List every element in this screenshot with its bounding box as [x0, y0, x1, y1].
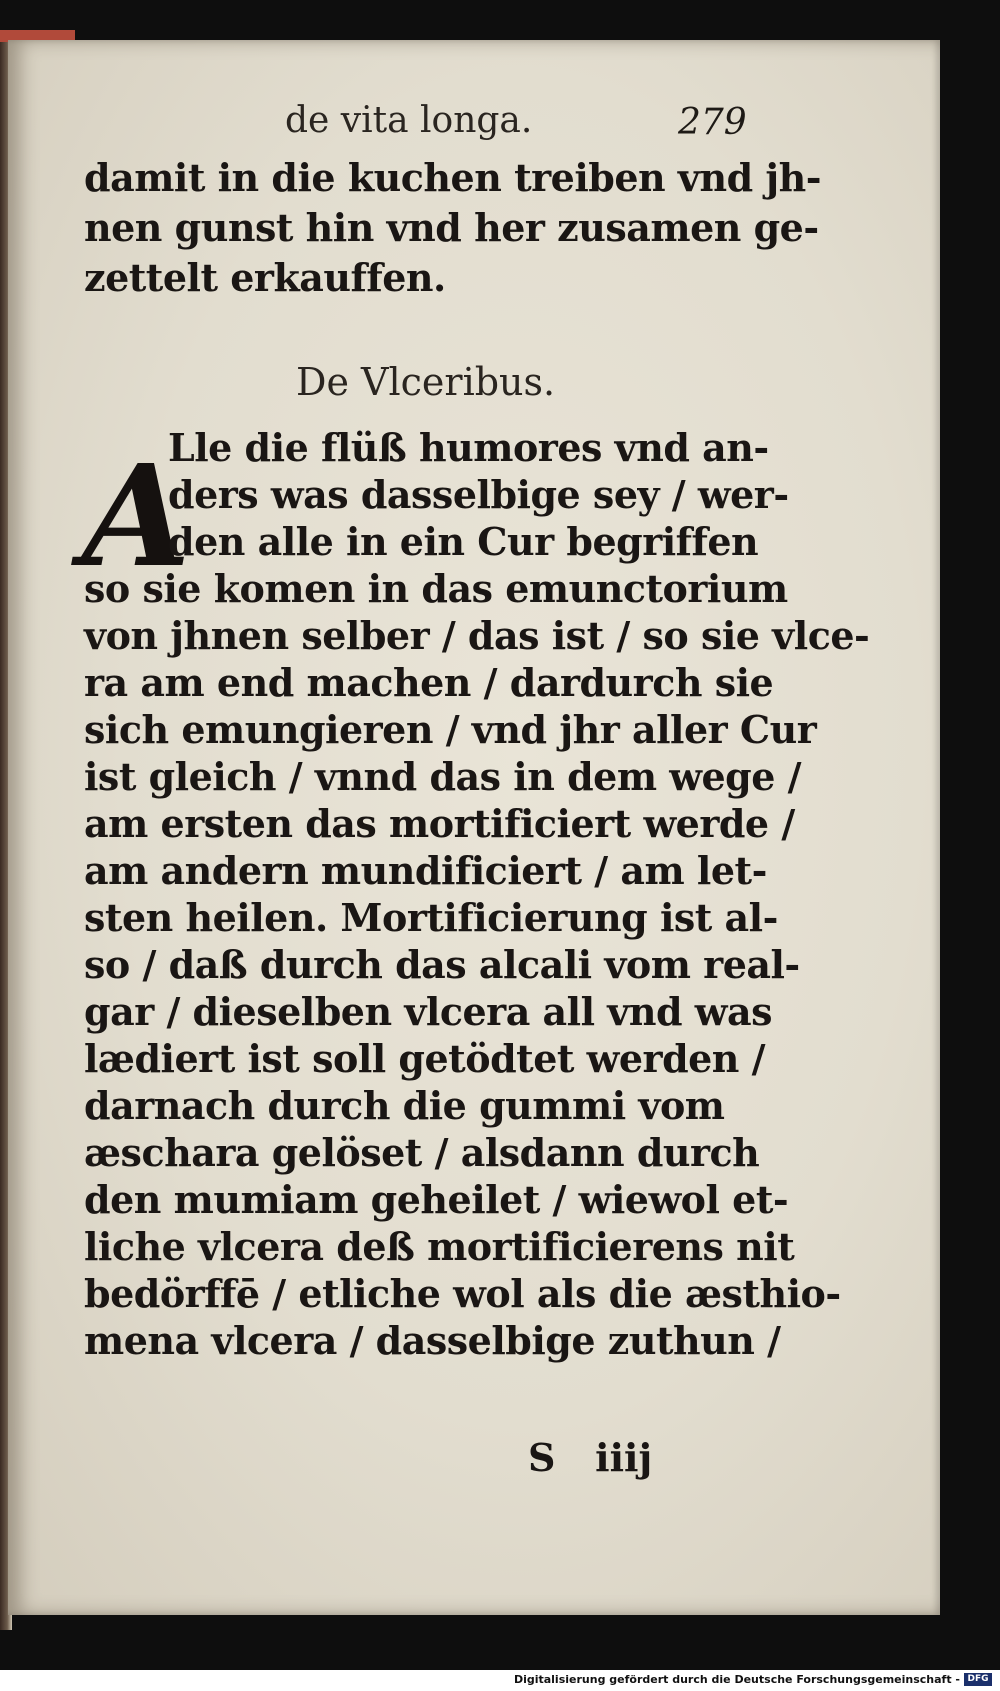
text-line: so / daß durch das alcali vom real-	[84, 942, 800, 987]
text-line: zettelt erkauffen.	[84, 255, 446, 300]
text-line: so sie komen in das emunctorium	[84, 566, 788, 611]
text-line: sich emungieren / vnd jhr aller Cur	[84, 707, 817, 752]
text-line: nen gunst hin vnd her zusamen ge-	[84, 205, 819, 250]
page-number: 279	[678, 102, 747, 143]
text-line: am ersten das mortificiert werde /	[84, 801, 795, 846]
text-line: gar / dieselben vlcera all vnd was	[84, 989, 773, 1034]
text-line: den alle in ein Cur begriffen	[168, 519, 759, 564]
text-line: mena vlcera / dasselbige zuthun /	[84, 1318, 781, 1363]
text-line: den mumiam geheilet / wiewol et-	[84, 1177, 789, 1222]
text-line: ra am end machen / dardurch sie	[84, 660, 774, 705]
text-line: bedörffē / etliche wol als die æsthio-	[84, 1271, 841, 1316]
running-header: de vita longa.	[285, 100, 533, 141]
text-line: æschara gelöset / alsdann durch	[84, 1130, 760, 1175]
text-line: ist gleich / vnnd das in dem wege /	[84, 754, 802, 799]
signature-mark: S iiij	[528, 1435, 653, 1480]
footer-credit: Digitalisierung gefördert durch die Deutsche Forschungsgemeinschaft -	[513, 1673, 960, 1686]
dfg-logo: DFG	[964, 1673, 992, 1686]
text-line: sten heilen. Mortificierung ist al-	[84, 895, 778, 940]
text-line: ders was dasselbige sey / wer-	[168, 472, 789, 517]
text-line: Lle die flüß humores vnd an-	[168, 425, 769, 470]
text-line: liche vlcera deß mortificierens nit	[84, 1224, 795, 1269]
text-line: darnach durch die gummi vom	[84, 1083, 725, 1128]
text-line: von jhnen selber / das ist / so sie vlce-	[84, 613, 870, 658]
text-line: lædiert ist soll getödtet werden /	[84, 1036, 766, 1081]
section-heading: De Vlceribus.	[296, 360, 556, 404]
decorated-initial: A	[82, 435, 191, 599]
text-line: damit in die kuchen treiben vnd jh-	[84, 155, 822, 200]
text-line: am andern mundificiert / am let-	[84, 848, 767, 893]
